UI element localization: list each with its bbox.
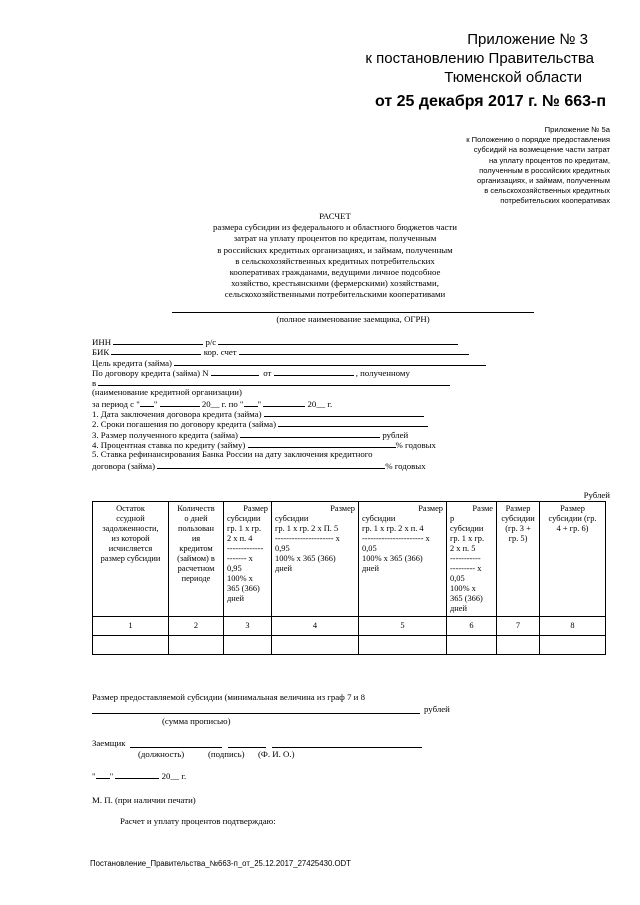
table-number-row xyxy=(93,617,606,636)
item2-field[interactable] xyxy=(278,418,428,427)
item5-label: 5. Ставка рефинансирования Банка России на дату заключения кредитного xyxy=(92,449,373,460)
header-line-2: к постановлению Правительства xyxy=(365,50,594,67)
fio-field[interactable] xyxy=(272,747,422,748)
title-line: кооперативах гражданами, ведущими личное подсобное xyxy=(229,267,441,278)
inn-field[interactable] xyxy=(113,336,203,345)
subsidy-line: Размер предоставляемой субсидии (минимальная величина из граф 7 и 8 xyxy=(92,692,365,702)
signature-caption: (подпись) xyxy=(208,749,245,759)
table-cell[interactable] xyxy=(447,636,497,655)
loan-form xyxy=(92,336,532,470)
borrower-label: Заемщик xyxy=(92,738,126,748)
position-caption: (должность) xyxy=(138,749,185,759)
appendix-line: Приложение № 5а xyxy=(544,125,610,134)
period-start-day[interactable] xyxy=(140,398,154,407)
sum-caption: (сумма прописью) xyxy=(162,716,231,726)
col-header-6: Разме р субсидии гр. 1 х гр. 2 х п. 5 ----------- --------- х 0,05 100% х 365 (366) дней xyxy=(447,502,497,617)
stamp-note: М. П. (при наличии печати) xyxy=(92,795,196,805)
position-field[interactable] xyxy=(130,747,222,748)
appendix-line: полученным в российских кредитных xyxy=(479,165,610,175)
col-number: 2 xyxy=(169,617,224,636)
col-header-8: Размер субсидии (гр. 4 + гр. 6) xyxy=(540,502,606,617)
col-header-7: Размер субсидии (гр. 3 + гр. 5) xyxy=(497,502,540,617)
file-name: Постановление_Правительства_№663-п_от_25.12.2017_27425430.ODT xyxy=(90,859,351,868)
col-header-1: Остаток ссудной задолженности, из которой исчисляется размер субсидии xyxy=(93,502,169,617)
borrower-name-line[interactable] xyxy=(172,312,534,313)
period-quote: " xyxy=(153,398,158,409)
contract-from-label: от xyxy=(263,367,272,378)
rs-label: р/с xyxy=(205,337,217,347)
purpose-field[interactable] xyxy=(174,357,486,366)
sign-date: " " 20__ г. xyxy=(92,771,187,781)
contract-date-field[interactable] xyxy=(274,367,354,376)
col-number: 1 xyxy=(93,617,169,636)
appendix-line: в сельскохозяйственных кредитных xyxy=(484,186,610,196)
table-cell[interactable] xyxy=(359,636,447,655)
contract-label: По договору кредита (займа) N xyxy=(92,367,209,378)
currency-label: Рублей xyxy=(583,490,610,500)
item4-field[interactable] xyxy=(248,439,396,448)
table-cell[interactable] xyxy=(169,636,224,655)
period-end-label: 20__ г. xyxy=(307,398,333,409)
table-cell[interactable] xyxy=(224,636,272,655)
sign-month-field[interactable] xyxy=(115,770,159,779)
rubles-label: рублей xyxy=(424,704,450,714)
calculation-table-wrap xyxy=(92,501,606,655)
title-line: сельскохозяйственными потребительскими кооперативами xyxy=(224,289,446,300)
item1-field[interactable] xyxy=(264,408,424,417)
col-header-3: Размер субсидии гр. 1 х гр. 2 х п. 4 ------------- ------- х 0,95 100% х 365 (366) дней xyxy=(224,502,272,617)
table-row xyxy=(93,636,606,655)
table-cell[interactable] xyxy=(497,636,540,655)
confirm-line: Расчет и уплату процентов подтверждаю: xyxy=(120,816,276,826)
appendix-line: потребительских кооперативах xyxy=(500,196,610,206)
item5-field[interactable] xyxy=(157,460,385,469)
period-end-day[interactable] xyxy=(244,398,258,407)
inn-label: ИНН xyxy=(92,337,112,347)
period-quote: " xyxy=(257,398,262,409)
title-line: в российских кредитных организациях, и займам, полученным xyxy=(217,244,453,255)
col-header-2: Количеств о дней пользован ия кредитом (займом) в расчетном периоде xyxy=(169,502,224,617)
period-label: за период с " xyxy=(92,398,140,409)
title-line: в сельскохозяйственных кредитных потребительских xyxy=(235,255,435,266)
table-cell[interactable] xyxy=(540,636,606,655)
calculation-table xyxy=(92,501,606,655)
item3-unit: рублей xyxy=(382,429,409,440)
bank-name-field[interactable] xyxy=(98,377,450,386)
rs-field[interactable] xyxy=(218,336,458,345)
col-header-5: Размер субсидии гр. 1 х гр. 2 х п. 4 ---------------------- х 0,05 100% х 365 (366) дней xyxy=(359,502,447,617)
contract-received-label: , полученному xyxy=(355,367,410,378)
item4-unit: % годовых xyxy=(395,439,436,450)
fio-caption: (Ф. И. О.) xyxy=(258,749,295,759)
subsidy-amount-field[interactable] xyxy=(92,713,420,714)
col-number: 4 xyxy=(272,617,359,636)
calculation-title xyxy=(150,211,520,301)
purpose-label: Цель кредита (займа) xyxy=(92,357,172,368)
bank-caption: (наименование кредитной организации) xyxy=(92,387,242,398)
document-header xyxy=(365,30,606,111)
title-heading: РАСЧЕТ xyxy=(319,211,351,221)
item5-label-2: договора (займа) xyxy=(92,460,156,471)
header-line-1: Приложение № 3 xyxy=(467,31,588,48)
col-header-4: Размер субсидии гр. 1 х гр. 2 х П. 5 --------------------- х 0,95 100% х 365 (366) дней xyxy=(272,502,359,617)
signature-field[interactable] xyxy=(228,747,266,748)
col-number: 5 xyxy=(359,617,447,636)
bik-field[interactable] xyxy=(111,346,201,355)
table-header-row xyxy=(93,502,606,617)
period-mid-label: 20__ г. по " xyxy=(201,398,244,409)
bik-label: БИК xyxy=(92,347,110,358)
item3-label: 3. Размер полученного кредита (займа) xyxy=(92,429,238,440)
title-line: хозяйство, крестьянскими (фермерскими) хозяйствами, xyxy=(231,278,439,289)
period-end-month[interactable] xyxy=(263,398,305,407)
table-cell[interactable] xyxy=(272,636,359,655)
title-line: затрат на уплату процентов по кредитам, полученным xyxy=(233,233,437,244)
header-line-4: от 25 декабря 2017 г. № 663-п xyxy=(374,93,606,110)
sign-day-field[interactable] xyxy=(96,770,110,779)
appendix-note xyxy=(466,125,610,207)
item2-label: 2. Сроки погашения по договору кредита (займа) xyxy=(92,419,276,430)
contract-number-field[interactable] xyxy=(211,367,259,376)
title-line: размера субсидии из федерального и областного бюджетов части xyxy=(213,222,457,233)
item5-unit: % годовых xyxy=(385,460,426,471)
item1-label: 1. Дата заключения договора кредита (займа) xyxy=(92,409,262,420)
col-number: 7 xyxy=(497,617,540,636)
borrower-caption: (полное наименование заемщика, ОГРН) xyxy=(276,314,430,324)
item4-label: 4. Процентная ставка по кредиту (займу) xyxy=(92,439,246,450)
bank-in-label: в xyxy=(92,378,97,389)
table-cell[interactable] xyxy=(93,636,169,655)
ks-field[interactable] xyxy=(239,346,469,355)
header-line-3: Тюменской области xyxy=(444,69,582,86)
appendix-line: организациях, и займам, полученным xyxy=(477,176,610,186)
col-number: 8 xyxy=(540,617,606,636)
col-number: 6 xyxy=(447,617,497,636)
col-number: 3 xyxy=(224,617,272,636)
appendix-line: субсидий на возмещение части затрат xyxy=(473,145,610,155)
period-start-month[interactable] xyxy=(160,398,200,407)
appendix-line: к Положению о порядке предоставления xyxy=(466,135,610,145)
appendix-line: на уплату процентов по кредитам, xyxy=(488,155,610,165)
ks-label: кор. счет xyxy=(203,347,237,358)
item3-field[interactable] xyxy=(240,429,380,438)
